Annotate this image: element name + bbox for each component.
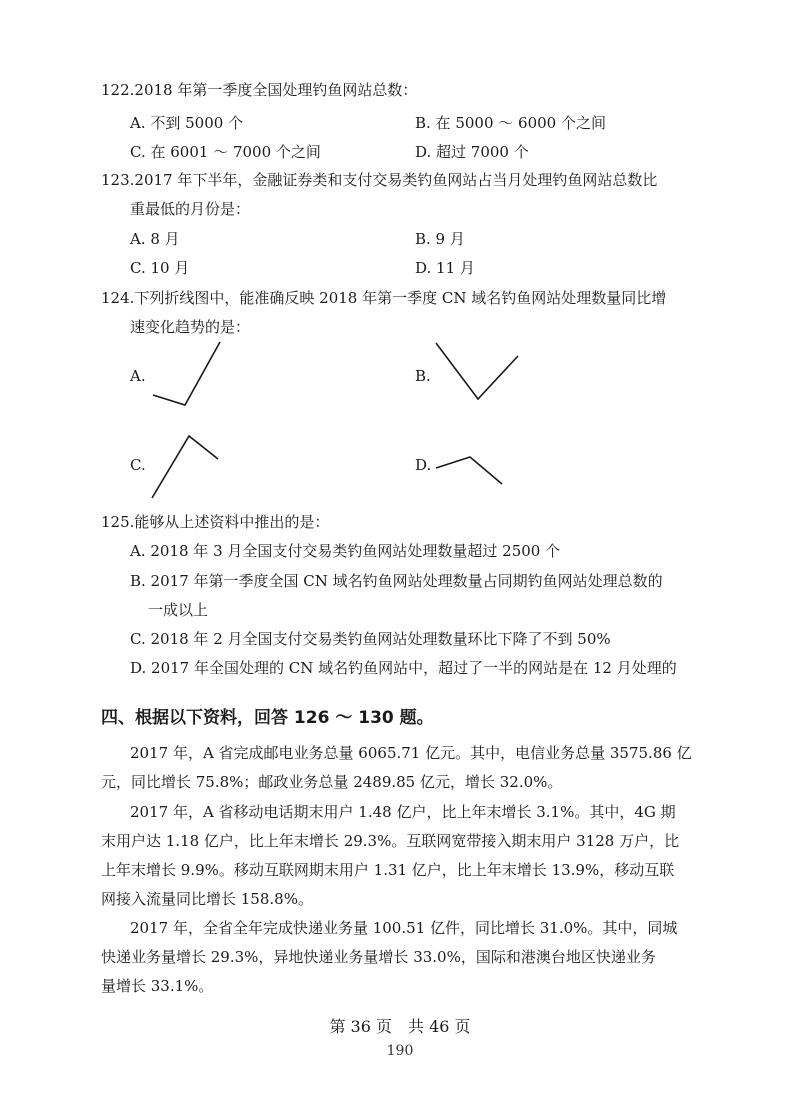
q125-option-b-line2: 一成以上: [148, 601, 209, 619]
q123-option-d: D. 11 月: [415, 259, 475, 277]
q124-option-d-line-figure: [432, 448, 507, 488]
q122-option-c: C. 在 6001 ～ 7000 个之间: [130, 143, 321, 161]
q122-option-b: B. 在 5000 ～ 6000 个之间: [415, 114, 606, 132]
q124-option-a-label: A.: [130, 367, 146, 385]
q124-option-b-label: B.: [415, 367, 431, 385]
paragraph-2-line4: 网接入流量同比增长 158.8%。: [101, 890, 313, 908]
q124-option-c-label: C.: [130, 456, 146, 474]
paragraph-3-line2: 快递业务量增长 29.3%，异地快递业务量增长 33.0%，国际和港澳台地区快递业务: [101, 948, 656, 966]
q124-stem-line2: 速变化趋势的是：: [130, 318, 251, 336]
q122-stem: 122.2018 年第一季度全国处理钓鱼网站总数：: [101, 81, 418, 99]
q125-option-b-line1: B. 2017 年第一季度全国 CN 域名钓鱼网站处理数量占同期钓鱼网站处理总数的: [130, 572, 663, 590]
q124-option-d-label: D.: [415, 456, 432, 474]
q124-option-b-line-figure: [432, 338, 522, 404]
page-number: 190: [386, 1043, 414, 1059]
q123-option-b: B. 9 月: [415, 230, 465, 248]
q124-stem-line1: 124.下列折线图中，能准确反映 2018 年第一季度 CN 域名钓鱼网站处理数量同比增: [101, 289, 667, 307]
paragraph-3-line3: 量增长 33.1%。: [101, 977, 214, 995]
paragraph-2-line2: 末用户达 1.18 亿户，比上年末增长 29.3%。互联网宽带接入期末用户 3128 万户，比: [101, 832, 680, 850]
q124-option-c-line-figure: [150, 430, 225, 502]
q125-option-c: C. 2018 年 2 月全国支付交易类钓鱼网站处理数量环比下降了不到 50%: [130, 630, 611, 648]
q123-option-a: A. 8 月: [130, 230, 180, 248]
q124-option-a-line-figure: [150, 338, 225, 410]
q122-option-d: D. 超过 7000 个: [415, 143, 529, 161]
q125-stem: 125.能够从上述资料中推出的是：: [101, 513, 330, 531]
q123-stem-line1: 123.2017 年下半年，金融证券类和支付交易类钓鱼网站占当月处理钓鱼网站总数比: [101, 171, 658, 189]
paragraph-3-line1: 2017 年，全省全年完成快递业务量 100.51 亿件，同比增长 31.0%。其中，同城: [130, 919, 678, 937]
q122-option-a: A. 不到 5000 个: [130, 114, 244, 132]
paragraph-2-line1: 2017 年，A 省移动电话期末用户 1.48 亿户，比上年末增长 3.1%。其中，4G 期: [130, 803, 676, 821]
section-heading: 四、根据以下资料，回答 126 ～ 130 题。: [101, 708, 434, 728]
q123-stem-line2: 重最低的月份是：: [130, 200, 251, 218]
paragraph-2-line3: 上年末增长 9.9%。移动互联网期末用户 1.31 亿户，比上年末增长 13.9%，移动互联: [101, 861, 675, 879]
q125-option-a: A. 2018 年 3 月全国支付交易类钓鱼网站处理数量超过 2500 个: [130, 542, 561, 560]
q123-option-c: C. 10 月: [130, 259, 190, 277]
page-label: 第 36 页 共 46 页: [329, 1017, 471, 1036]
paragraph-1-line2: 元，同比增长 75.8%；邮政业务总量 2489.85 亿元，增长 32.0%。: [101, 773, 563, 791]
paragraph-1-line1: 2017 年，A 省完成邮电业务总量 6065.71 亿元。其中，电信业务总量 3575.86 亿: [130, 744, 692, 762]
q125-option-d: D. 2017 年全国处理的 CN 域名钓鱼网站中，超过了一半的网站是在 12 月处理的: [130, 659, 677, 677]
